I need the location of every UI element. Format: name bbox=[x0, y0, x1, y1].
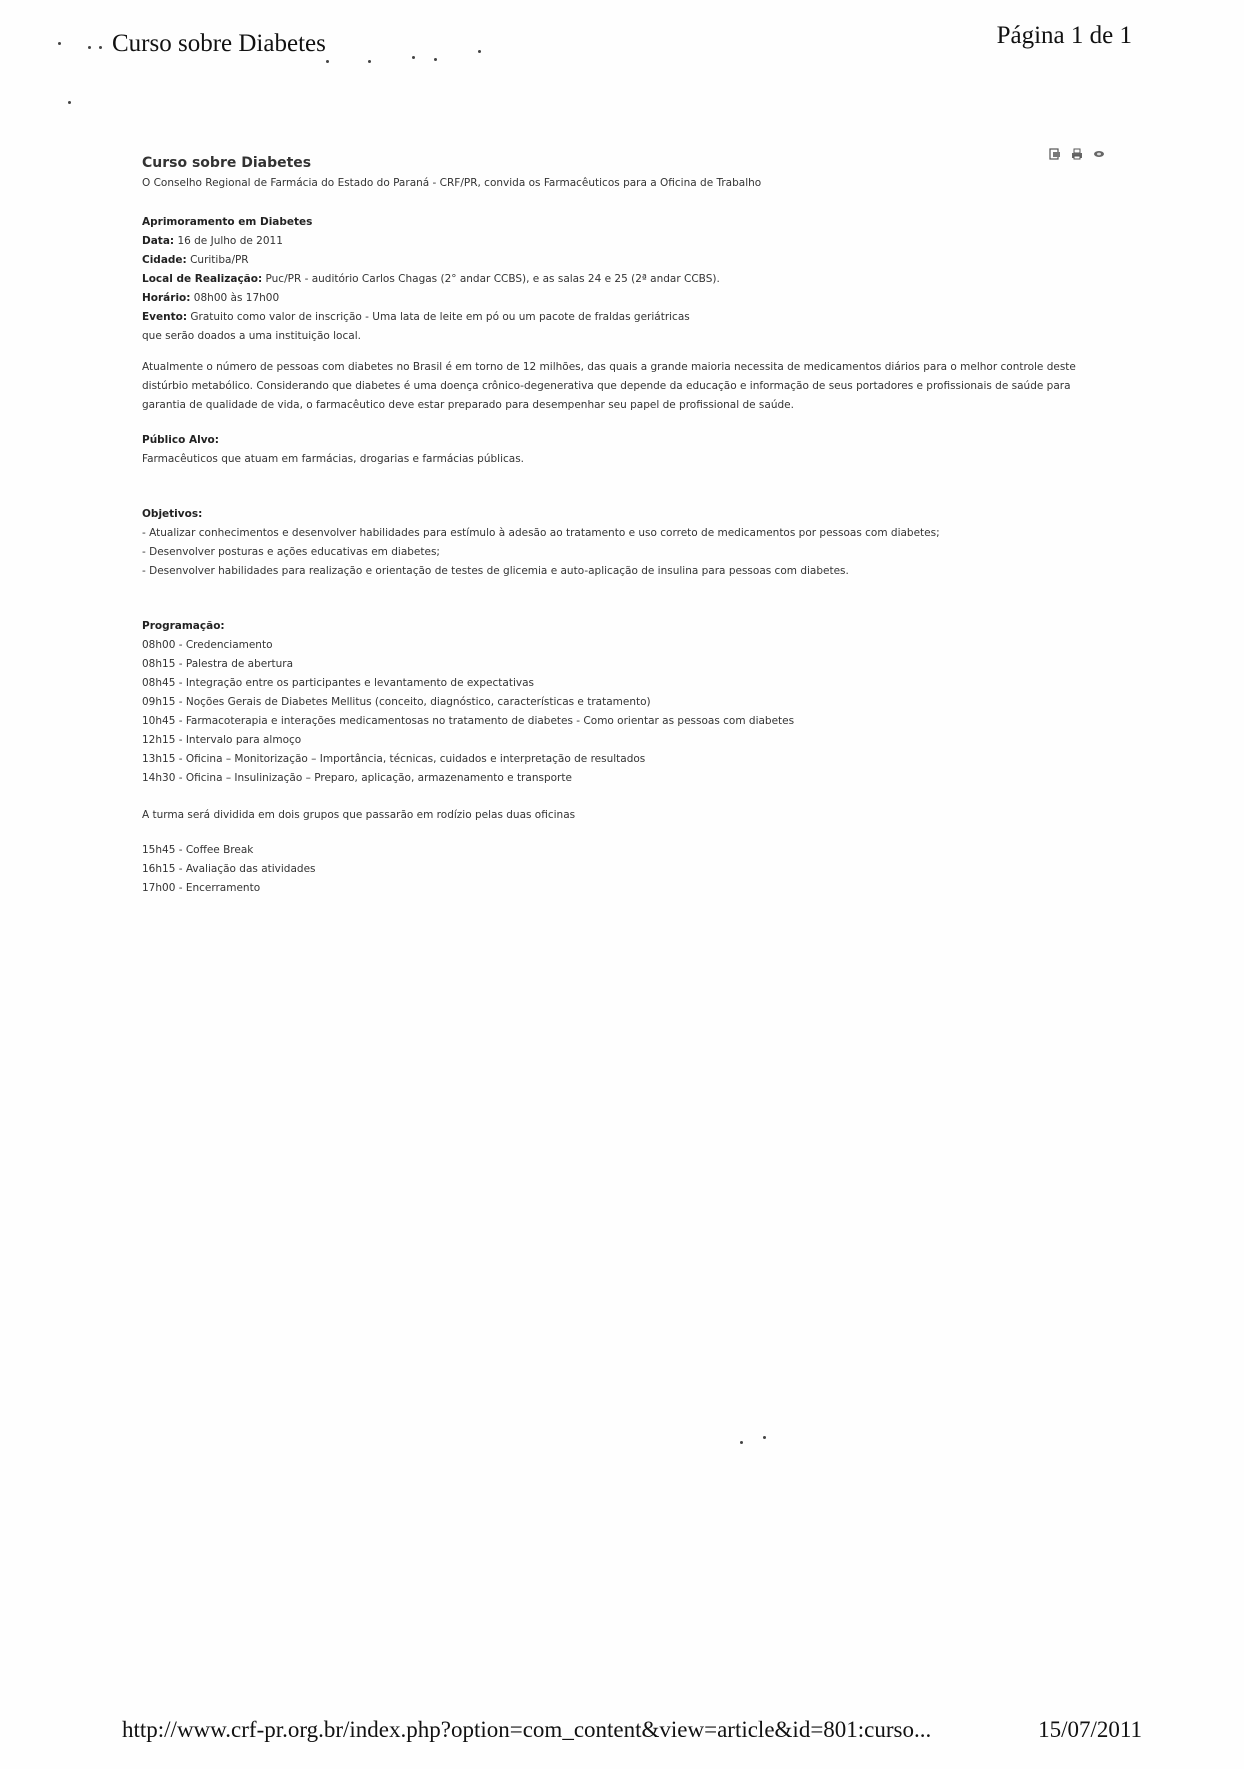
scan-speck bbox=[740, 1441, 743, 1444]
publico-alvo-section bbox=[142, 431, 1102, 469]
detail-value: Curitiba/PR bbox=[186, 254, 249, 266]
detail-local bbox=[142, 270, 1102, 289]
scan-speck bbox=[58, 42, 61, 45]
scan-speck bbox=[368, 60, 371, 63]
objetivo-item: - Desenvolver posturas e ações educativas em diabetes; bbox=[142, 546, 440, 558]
schedule-item: 13h15 - Oficina – Monitorização – Importância, técnicas, cuidados e interpretação de resultados bbox=[142, 753, 646, 765]
event-heading: Aprimoramento em Diabetes bbox=[142, 216, 313, 228]
detail-value: Gratuito como valor de inscrição - Uma lata de leite em pó ou um pacote de fraldas geriátricas bbox=[187, 311, 690, 323]
scan-speck bbox=[412, 56, 415, 59]
objetivos-section bbox=[142, 505, 1102, 581]
schedule-item: 15h45 - Coffee Break bbox=[142, 844, 254, 856]
print-footer-date: 15/07/2011 bbox=[1038, 1717, 1142, 1742]
publico-alvo-label: Público Alvo: bbox=[142, 434, 219, 446]
print-footer-url: http://www.crf-pr.org.br/index.php?option=com_content&view=article&id=801:curso... bbox=[122, 1717, 932, 1742]
article-title: Curso sobre Diabetes bbox=[142, 155, 312, 171]
event-details bbox=[142, 213, 1102, 346]
detail-label: Local de Realização: bbox=[142, 273, 263, 285]
programacao-section bbox=[142, 617, 1102, 788]
publico-alvo-text: Farmacêuticos que atuam em farmácias, drogarias e farmácias públicas. bbox=[142, 453, 525, 465]
detail-value: Puc/PR - auditório Carlos Chagas (2° andar CCBS), e as salas 24 e 25 (2ª andar CCBS). bbox=[262, 273, 720, 285]
detail-label: Evento: bbox=[142, 311, 188, 323]
print-header-title: Curso sobre Diabetes bbox=[112, 30, 326, 57]
objetivos-label: Objetivos: bbox=[142, 508, 203, 520]
schedule-item: 17h00 - Encerramento bbox=[142, 882, 261, 894]
detail-value: 16 de Julho de 2011 bbox=[174, 235, 283, 247]
detail-horario bbox=[142, 289, 1102, 308]
detail-data bbox=[142, 232, 1102, 251]
schedule-item: 09h15 - Noções Gerais de Diabetes Mellitus (conceito, diagnóstico, características e tratamento) bbox=[142, 696, 651, 708]
scan-speck bbox=[88, 46, 91, 49]
article bbox=[142, 152, 1102, 910]
schedule-item: 16h15 - Avaliação das atividades bbox=[142, 863, 316, 875]
schedule-item: 08h00 - Credenciamento bbox=[142, 639, 273, 651]
schedule-item: 14h30 - Oficina – Insulinização – Preparo, aplicação, armazenamento e transporte bbox=[142, 772, 572, 784]
detail-label: Horário: bbox=[142, 292, 191, 304]
programacao-label: Programação: bbox=[142, 620, 225, 632]
intro-paragraph: Atualmente o número de pessoas com diabetes no Brasil é em torno de 12 milhões, das quais a grande maioria necessita de medicamentos diários para o melhor controle deste distúrbio metabólico. Considerando que diabetes é uma doença crônico-degenerativa que depende da educação e informação de seus portadores e profissionais de saúde para garantia de qualidade de vida, o farmacêutico deve estar preparado para desempenhar seu papel de profissional de saúde. bbox=[142, 361, 1076, 411]
detail-evento bbox=[142, 308, 1102, 327]
scan-speck bbox=[478, 50, 481, 53]
scan-speck bbox=[68, 101, 71, 104]
schedule-item: 10h45 - Farmacoterapia e interações medicamentosas no tratamento de diabetes - Como orientar as pessoas com diabetes bbox=[142, 715, 795, 727]
scan-speck bbox=[326, 60, 329, 63]
objetivo-item: - Desenvolver habilidades para realização e orientação de testes de glicemia e auto-aplicação de insulina para pessoas com diabetes. bbox=[142, 565, 849, 577]
print-header-page-number: Página 1 de 1 bbox=[996, 22, 1132, 49]
scan-speck bbox=[763, 1436, 766, 1439]
detail-label: Data: bbox=[142, 235, 175, 247]
programacao-tarde bbox=[142, 841, 1102, 898]
scan-speck bbox=[99, 46, 102, 49]
detail-cidade bbox=[142, 251, 1102, 270]
detail-evento-continued: que serão doados a uma instituição local. bbox=[142, 330, 361, 342]
article-intro: O Conselho Regional de Farmácia do Estado do Paraná - CRF/PR, convida os Farmacêuticos para a Oficina de Trabalho bbox=[142, 177, 762, 189]
schedule-item: 12h15 - Intervalo para almoço bbox=[142, 734, 302, 746]
schedule-item: 08h15 - Palestra de abertura bbox=[142, 658, 294, 670]
detail-value: 08h00 às 17h00 bbox=[190, 292, 280, 304]
scan-speck bbox=[434, 58, 437, 61]
detail-label: Cidade: bbox=[142, 254, 187, 266]
schedule-item: 08h45 - Integração entre os participantes e levantamento de expectativas bbox=[142, 677, 534, 689]
objetivo-item: - Atualizar conhecimentos e desenvolver habilidades para estímulo à adesão ao tratamento e uso correto de medicamentos por pessoas com diabetes; bbox=[142, 527, 940, 539]
turma-note: A turma será dividida em dois grupos que passarão em rodízio pelas duas oficinas bbox=[142, 809, 576, 821]
